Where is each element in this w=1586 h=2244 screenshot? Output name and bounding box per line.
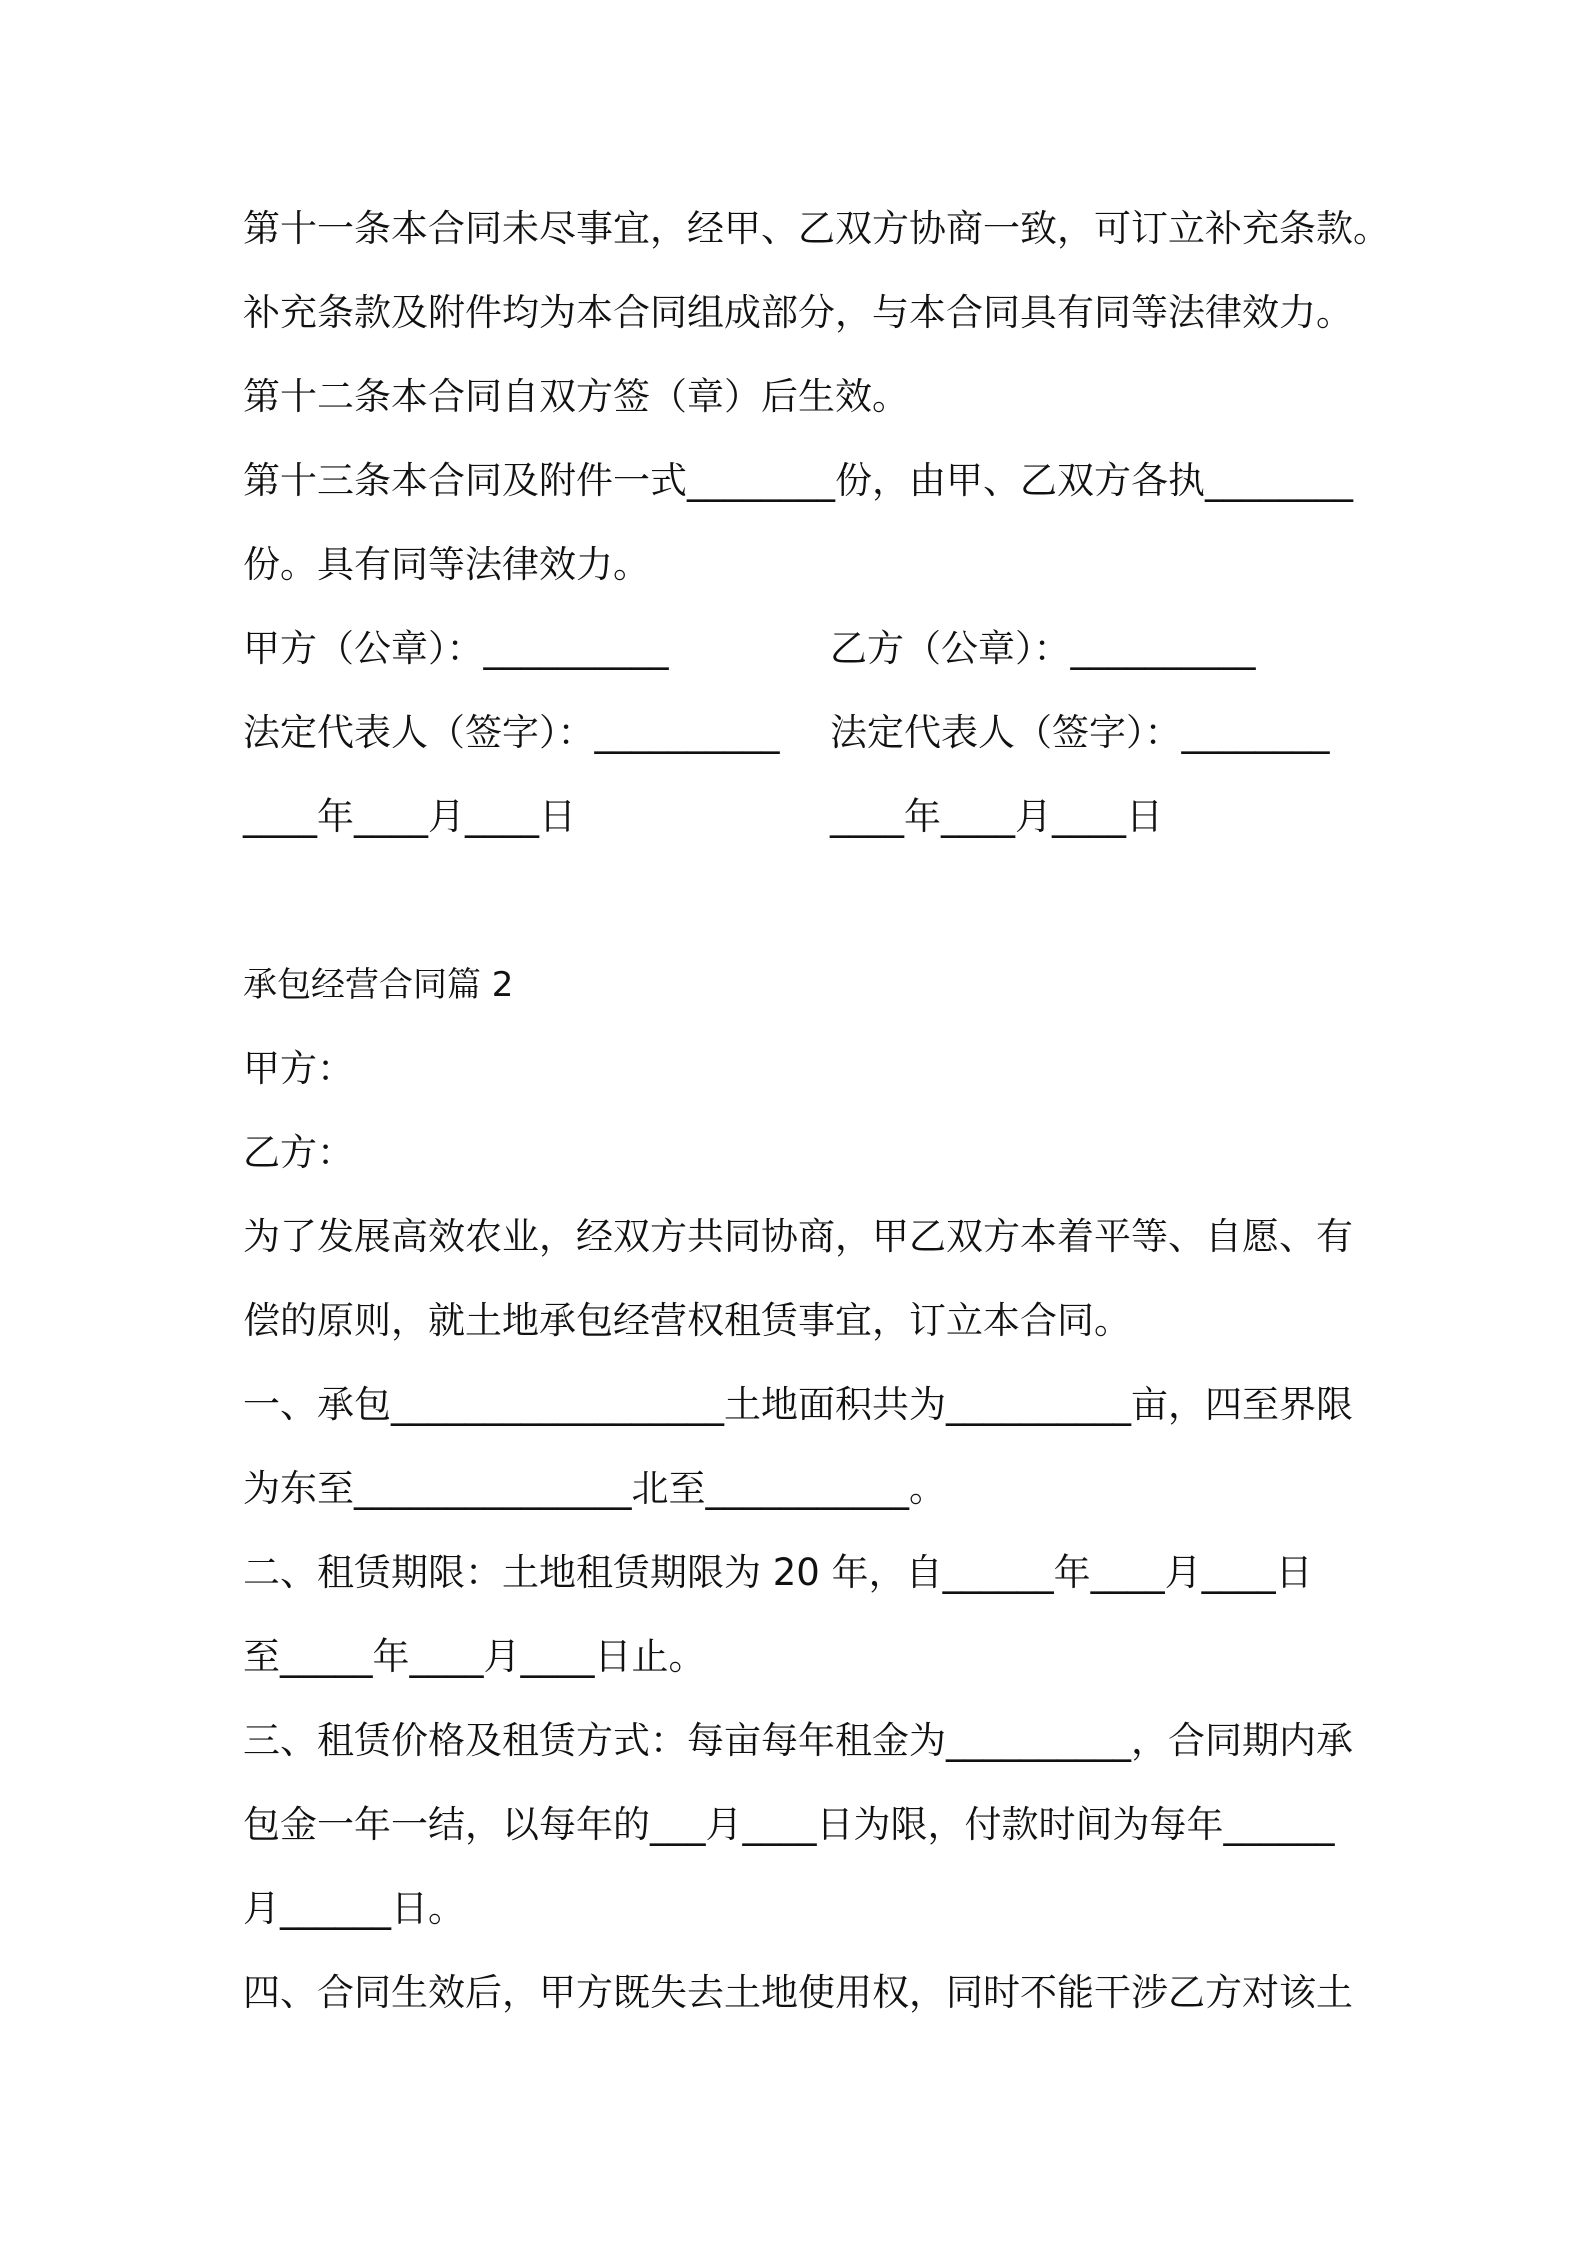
- party-a-representative-field: 法定代表人（签字）：__________: [243, 711, 780, 754]
- article-3-line-2: 包金一年一结，以每年的___月____日为限，付款时间为每年______: [243, 1803, 1335, 1846]
- clause-11-line-2: 补充条款及附件均为本合同组成部分，与本合同具有同等法律效力。: [243, 291, 1353, 334]
- clause-11-line-1: 第十一条本合同未尽事宜，经甲、乙双方协商一致，可订立补充条款。: [243, 207, 1390, 250]
- clause-13-line-1: 第十三条本合同及附件一式________份，由甲、乙双方各执________: [243, 459, 1353, 502]
- section-2-party-b: 乙方：: [243, 1131, 354, 1174]
- section-2-party-a: 甲方：: [243, 1047, 354, 1090]
- article-2-line-1: 二、租赁期限：土地租赁期限为 20 年，自______年____月____日: [243, 1551, 1313, 1594]
- clause-13-line-2: 份。具有同等法律效力。: [243, 543, 650, 586]
- party-b-date-field: ____年____月____日: [830, 795, 1163, 838]
- preamble-line-1: 为了发展高效农业，经双方共同协商，甲乙双方本着平等、自愿、有: [243, 1215, 1353, 1258]
- article-3-line-1: 三、租赁价格及租赁方式：每亩每年租金为__________，合同期内承: [243, 1719, 1353, 1762]
- article-3-line-3: 月______日。: [243, 1887, 465, 1930]
- party-b-representative-field: 法定代表人（签字）：________: [830, 711, 1330, 754]
- party-a-date-field: ____年____月____日: [243, 795, 576, 838]
- article-4-line-1: 四、合同生效后，甲方既失去土地使用权，同时不能干涉乙方对该土: [243, 1971, 1353, 2014]
- article-1-line-1: 一、承包__________________土地面积共为__________亩，四至界限: [243, 1383, 1353, 1426]
- party-a-seal-field: 甲方（公章）：__________: [243, 627, 669, 670]
- section-2-heading: 承包经营合同篇 2: [243, 965, 514, 1005]
- preamble-line-2: 偿的原则，就土地承包经营权租赁事宜，订立本合同。: [243, 1299, 1131, 1342]
- article-1-line-2: 为东至_______________北至___________。: [243, 1467, 946, 1510]
- article-2-line-2: 至_____年____月____日止。: [243, 1635, 706, 1678]
- clause-12: 第十二条本合同自双方签（章）后生效。: [243, 375, 909, 418]
- party-b-seal-field: 乙方（公章）：__________: [830, 627, 1256, 670]
